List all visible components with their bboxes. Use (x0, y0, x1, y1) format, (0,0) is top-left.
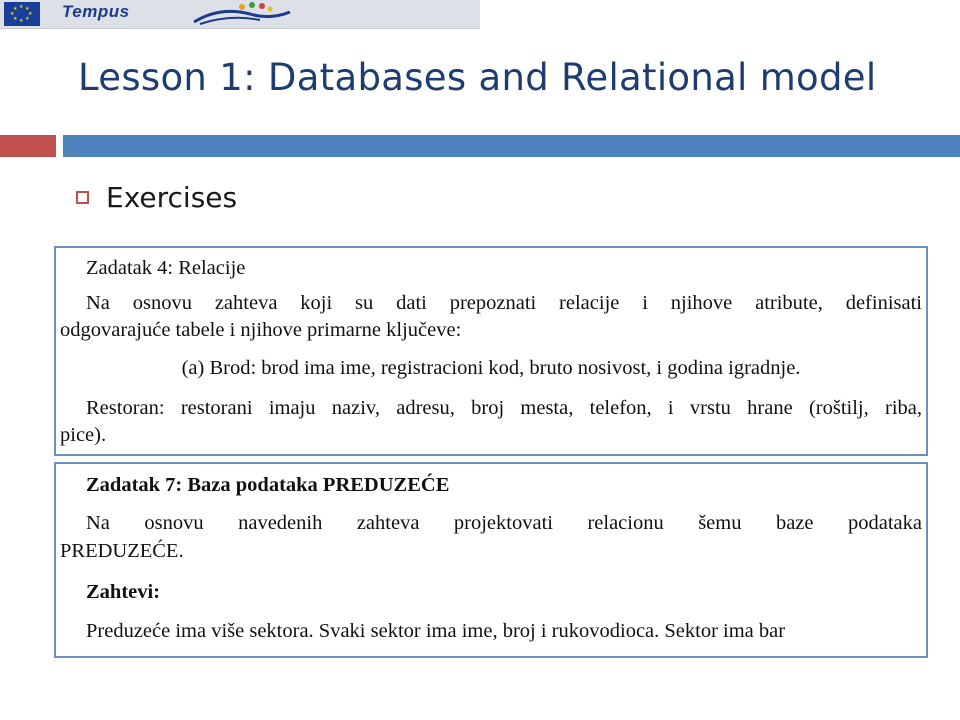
exercise-4-item-a: (a) Brod: brod ima ime, registracioni kod, bruto nosivost, i godina igradnje. (181, 357, 801, 379)
exercise-4-line-1: Na osnovu zahteva koji su dati prepoznati relacije i njihove atribute, definisati (86, 292, 922, 314)
exercise-7-subheading: Zahtevi: (86, 581, 161, 603)
exercise-4-box (54, 246, 928, 456)
exercise-4-heading: Zadatak 4: Relacije (86, 257, 246, 279)
exercise-7-line-3: Preduzeće ima više sektora. Svaki sektor ima ime, broj i rukovodioca. Sektor ima bar (86, 620, 786, 642)
bullet-exercises: Exercises (106, 181, 238, 214)
accent-bar-red (0, 135, 56, 157)
tempus-name: Tempus (62, 2, 130, 21)
exercise-4-line-3: Restoran: restorani imaju naziv, adresu, broj mesta, telefon, i vrstu hrane (roštilj, riba, (86, 397, 922, 419)
bullet-square-icon (76, 191, 89, 204)
slide-title: Lesson 1: Databases and Relational model (78, 56, 877, 99)
exercise-7-heading: Zadatak 7: Baza podataka PREDUZEĆE (86, 474, 450, 496)
eu-flag-icon: ★ ★ ★ ★ ★ ★ ★ ★ (4, 2, 40, 26)
tempus-logo-icon (190, 0, 300, 28)
exercise-7-line-2: PREDUZEĆE. (60, 540, 184, 562)
tempus-banner (0, 0, 480, 29)
exercise-7-box (54, 462, 928, 658)
exercise-4-line-4: pice). (60, 424, 107, 446)
exercise-7-line-1: Na osnovu navedenih zahteva projektovati relacionu šemu baze podataka (86, 512, 922, 534)
accent-bar-blue (63, 135, 960, 157)
exercise-4-line-2: odgovarajuće tabele i njihove primarne ključeve: (60, 319, 462, 341)
